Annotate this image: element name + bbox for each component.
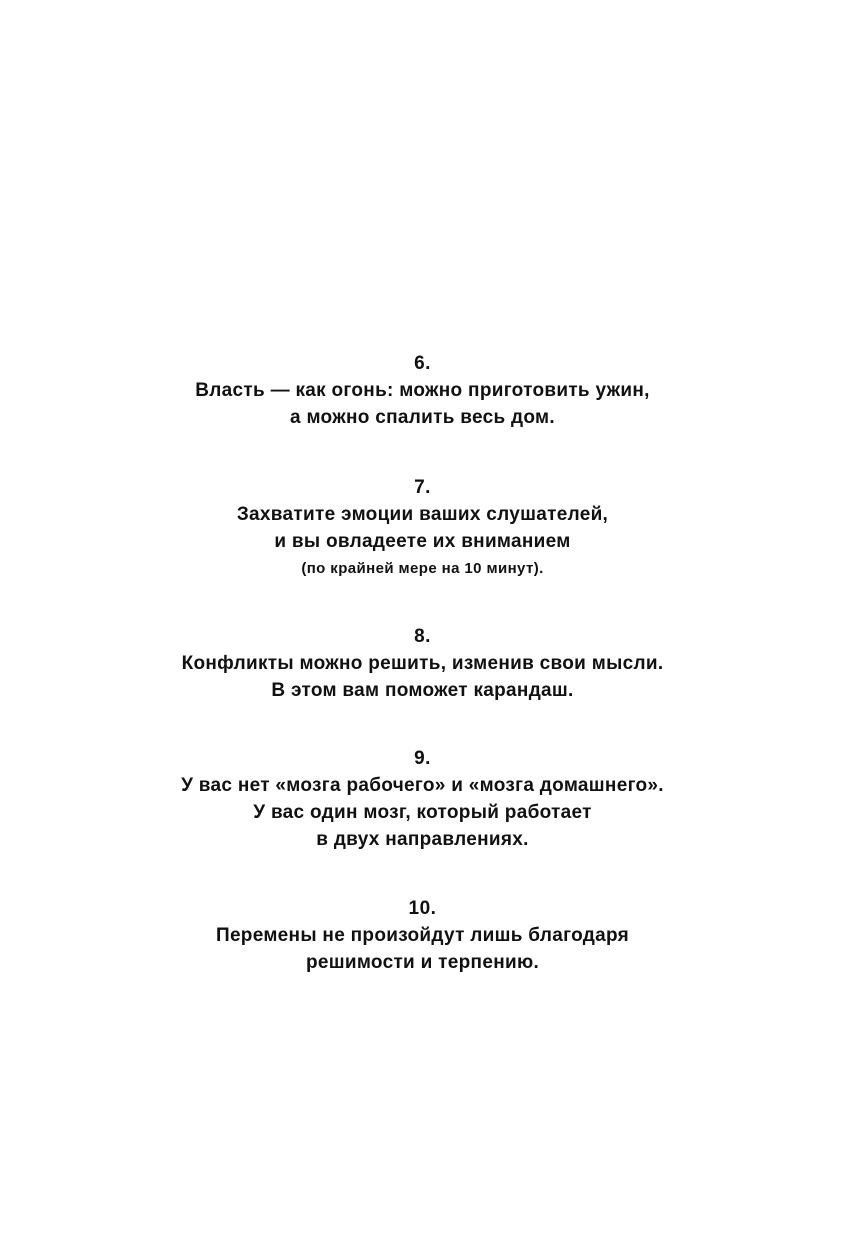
principle-7	[0, 474, 845, 582]
principle-text-line: Перемены не произойдут лишь благодаря	[215, 925, 629, 946]
principle-8	[0, 623, 845, 704]
principle-text-line: Захватите эмоции ваших слушателей,	[236, 504, 609, 525]
principle-number: 8.	[414, 626, 431, 647]
principle-9	[0, 745, 845, 853]
principle-note: (по крайней мере на 10 минут).	[301, 560, 544, 577]
principle-text-line: У вас один мозг, который работает	[253, 802, 592, 823]
principle-number: 9.	[414, 748, 431, 769]
principle-10	[0, 895, 845, 976]
principle-text-line: В этом вам поможет карандаш.	[271, 680, 574, 701]
principle-text-line: а можно спалить весь дом.	[290, 407, 555, 428]
principle-text-line: Власть — как огонь: можно приготовить ужин,	[195, 380, 650, 401]
principle-text-line: Конфликты можно решить, изменив свои мысли.	[181, 653, 664, 674]
principle-number: 7.	[414, 477, 431, 498]
principle-number: 10.	[408, 898, 437, 919]
principle-text-line: У вас нет «мозга рабочего» и «мозга домашнего».	[181, 775, 664, 796]
principle-number: 6.	[414, 353, 431, 374]
principle-text-line: и вы овладеете их вниманием	[274, 531, 571, 552]
principle-6	[0, 350, 845, 431]
principle-text-line: в двух направлениях.	[316, 829, 529, 850]
principle-text-line: решимости и терпению.	[305, 952, 540, 973]
